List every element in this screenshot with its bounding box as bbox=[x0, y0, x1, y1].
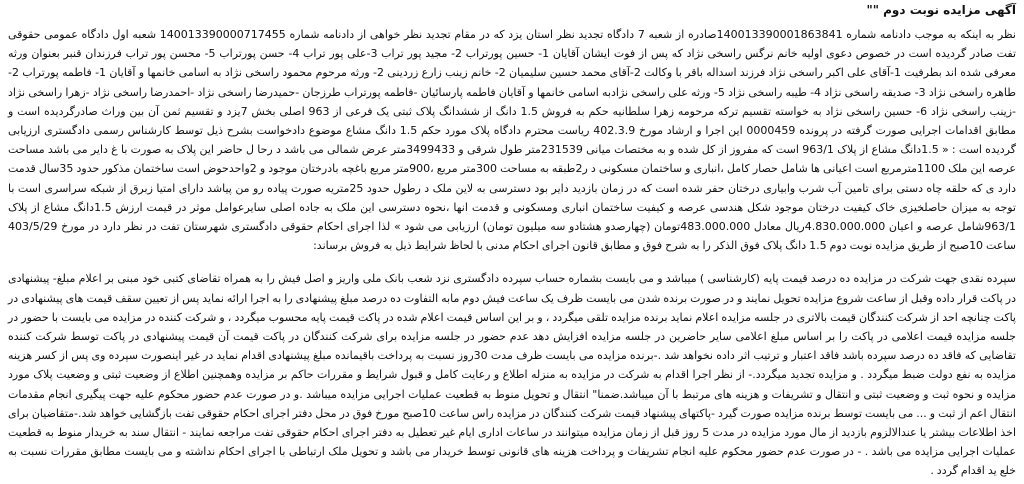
notice-paragraph-case-details: نظر به اینکه به موجب دادنامه شماره 140013390001863841صادره از شعبه 7 دادگاه تجدید نظر استان یزد که در مقام تجدید نظر خواهی از دادنامه شماره 140013390000717455 شعبه اول دادگاه عمومی حقوقی تفت صادر گردیده است در خصوص دعوی اولیه خانم نرگس راسخی نژاد که پس از فوت ایشان آقایان 1- حسین پورتراب 2- مجید پور تراب 3-علی پور تراب 4- حسن پورتراب 5- محسن پور تراب فرزندان قنبر بعنوان ورثه معرفی شده اند بطرفیت 1-آقای علی اکبر راسخی نژاد فرزند اسداله باقر با وکالت 2-آقای محمد حسین سلیمیان 2- خانم زینب زارع زردینی 2- ورثه مرحوم محمود راسخی نژاد به اسامی خانمها و آقایان 1- فاطمه پورتراب 2- طاهره راسخی نژاد 3- صدیقه راسخی نژاد 4- طیبه راسخی نژاد 5- ورثه علی راسخی نژادبه اسامی خانمها و آقایان فاطمه پارسائیان -فاطمه پورتراب طرزجان -حمیدرضا راسخی نژاد -احمدرضا راسخی نژاد -زهرا راسخی نژاد -زینب راسخی نژاد 6- حسین راسخی نژاد به خواسته تقسیم ترکه مرحومه زهرا سلطانیه حکم به فروش 1.5 دانگ از ششدانگ پلاک ثبتی یک فرعی از 963 اصلی بخش 7یزد و تقسیم ثمن آن بین وراث صادرگردیده است و مطابق اقدامات اجرایی صورت گرفته در پرونده 0000459 این اجرا و ارشاد مورخ 402.3.9 ریاست محترم دادگاه پلاک مورد حکم 1.5 دانگ مشاع موضوع دادخواست بشرح ذیل توسط کارشناس رسمی دادگستری ارزیابی گردیده است : « 1.5دانگ مشاع از پلاک 963/1 است که مفروز از کل شده و به مختصات میانی 231539متر طول شرقی و 3499433متر عرض شمالی می باشد د رحا ل حاضر این پلاک به صورت با غ دایر می باشد مساحت عرصه این ملک 1100مترمربع است اعیانی ها شامل حصار کامل ،انباری و ساختمان مسکونی د ر2طبقه به مساحت 300متر مربع ،900متر مربع باغچه بادرختان موجود و 2واحدحوض است ساختمان مذکور حدود 35سال قدمت دارد ی که حلقه چاه دستی برای تامین آب شرب وابیاری درختان حفر شده است که در زمان بازدید دایر بود دسترسی به لاین ملک د رطول حدود 25متریه صورت پیاده رو من پیاشد دارای امتیا زبرق از شبکه سراسری است با توجه به میزان حاصلخیزی خاک کیفیت درختان موجود شکل هندسی عرصه و کیفیت ساختمان انباری ومسکونی و قدمت انها ،نحوه دسترسی این ملک به جاده اصلی سایرعوامل موثر در قیمت ارزش 1.5دانگ مشاع از پلاک 963/1شامل عرصه و اعیان 4.830.000.000ریال معادل 483.000.000تومان (چهارصدو هشتادو سه میلیون تومان) ارزیابی می شود » لذا اجرای احکام حقوقی دادگستری شهرستان تفت در نظر دارد در مورخ 403/5/29 ساعت 10صبح از طریق مزایده نوبت دوم 1.5 دانگ پلاک فوق الذکر را به شرح فوق و مطابق قانون اجرای احکام مدنی با لحاظ شرایط ذیل به فروش برساند: bbox=[8, 28, 1017, 253]
notice-paragraph-conditions: سپرده نقدی جهت شرکت در مزایده ده درصد قیمت پایه (کارشناسی ) میباشد و می بایست بشماره حساب سپرده دادگستری نزد شعب بانک ملی واریز و اصل فیش را به همراه تقاضای کتبی خود مبنی بر اعلام مبلغ- پیشنهادی در پاکت قرار داده وقبل از ساعت شروع مزایده تحویل نمایند و در صورت برنده شدن می بایست ظرف یک ساعت فیش دوم مابه التفاوت ده درصد مبلغ پیشنهادی را به اجرا ارائه نماید پس از تعیین سقف قیمت های پیشنهادی در پاکت چنانچه احد از شرکت کنندگان قیمت بالاتری در جلسه مزایده اعلام نماید برنده مزایده تلقی میگردد ، و بر این اساس قیمت اعلام شده در پاکت قیمت پایه محسوب میگردد ، و شرکت کننده در مزایده می بایست با حضور در جلسه مزایده قیمت اعلامی در پاکت را بر اساس مبلغ اعلامی سایر حاضرین در جلسه مزایده افزایش دهد عدم حضور در جلسه مزایده برای شرکت کنندگان در پاکت قیمت آن قیمت پیشنهادی در پاکت توسط شرکت کننده تقاضایی که فاقد ده درصد سپرده باشد فاقد اعتبار و ترتیب اثر داده نخواهد شد .-برنده مزایده می بایست ظرف مدت 30روز نسبت به پرداخت باقیمانده مبلغ پیشنهادی اقدام نماید در غیر اینصورت سپرده وی پس از کسر هزینه مزایده به نفع دولت ضبط میگردد . و مزایده تجدید میگردد.- از نظر اجرا اقدام به شرکت در مزایده به منزله اطلاع و رعایت کامل و قبول شرایط و مقررات حاکم بر مزایده وهمچنین اطلاع از وضعیت ثبتی و وضعیت پلاک مورد مزایده و نحوه ثبت و وضعیت ثبتی و انتقال و تشریفات و هزینه های مرتبط با آن میباشد.ضمنا" انتقال و تحویل منوط به قطعیت عملیات اجرایی مزایده میباشد .و در صورت عدم حضور محکوم علیه جهت پیگیری انجام مقدمات انتقال اعم از ثبت و ... می بایست توسط برنده مزایده صورت گیرد -پاکتهای پیشنهاد قیمت شرکت کنندگان در مزایده راس ساعت 10صبح مورخ فوق در محل دفتر اجرای احکام حقوقی تفت بازگشایی خواهد شد.-متقاضیان برای اخذ اطلاعات بیشتر یا عندالالزوم بازدید از مال مورد مزایده در مدت 5 روز قبل از زمان مزایده میتوانند در ساعات اداری ایام غیر تعطیل به دفتر اجرای احکام حقوقی تفت مراجعه نمایند - انتقال سند به خریدار منوط به قطعیت عملیات اجرایی مزایده می باشد . - در صورت عدم حضور محکوم علیه انجام تشریفات و پرداخت هزینه های قانونی توسط خریدار می باشد و تحویل ملک ارتباطی با اجرای احکام نداشته و می بایست مطابق مقررات نسبت به خلع ید اقدام گردد . bbox=[8, 272, 1016, 478]
notice-title: آگهی مزایده نوبت دوم "" bbox=[866, 3, 1016, 17]
